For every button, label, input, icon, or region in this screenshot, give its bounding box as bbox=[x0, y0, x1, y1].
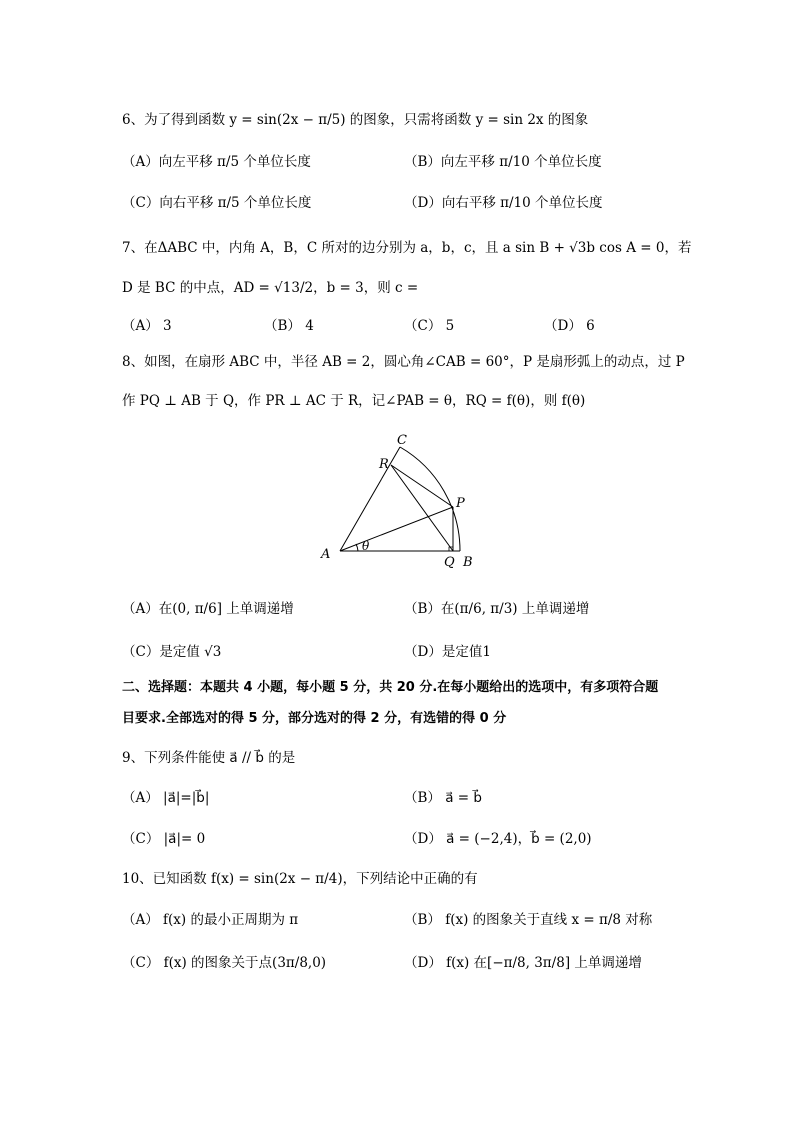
q8-option-c: （C）是定值 √3 bbox=[122, 644, 222, 660]
q10-option-a: （A） f(x) 的最小正周期为 π bbox=[122, 912, 299, 928]
segment-ap bbox=[340, 507, 453, 551]
q7-stem-line2: D 是 BC 的中点，AD = √13/2，b = 3，则 c = bbox=[122, 280, 419, 296]
label-q: Q bbox=[444, 555, 455, 570]
q6-stem: 6、为了得到函数 y = sin(2x − π/5) 的图象，只需将函数 y = sin 2x 的图象 bbox=[122, 112, 589, 128]
section2-heading-line2: 目要求.全部选对的得 5 分，部分选对的得 2 分，有选错的得 0 分 bbox=[122, 711, 507, 726]
segment-rq bbox=[391, 465, 453, 551]
q6-option-a: （A）向左平移 π/5 个单位长度 bbox=[122, 154, 311, 170]
q8-stem-line1: 8、如图，在扇形 ABC 中，半径 AB = 2，圆心角∠CAB = 60°，P 是扇形弧上的动点，过 P bbox=[122, 354, 685, 370]
q9-option-c: （C） |a⃗|= 0 bbox=[122, 831, 206, 847]
label-a: A bbox=[321, 547, 331, 562]
angle-theta-arc bbox=[356, 544, 358, 551]
q7-stem-line1: 7、在ΔABC 中，内角 A，B，C 所对的边分别为 a，b，c，且 a sin B + √3b cos A = 0，若 bbox=[122, 240, 692, 256]
label-b: B bbox=[463, 555, 473, 570]
q8-option-b: （B）在(π/6, π/3) 上单调递增 bbox=[404, 601, 590, 617]
q8-stem-line2: 作 PQ ⊥ AB 于 Q，作 PR ⊥ AC 于 R，记∠PAB = θ，RQ = f(θ)，则 f(θ) bbox=[122, 393, 586, 409]
q10-stem: 10、已知函数 f(x) = sin(2x − π/4)，下列结论中正确的有 bbox=[122, 871, 478, 887]
q6-option-b: （B）向左平移 π/10 个单位长度 bbox=[404, 154, 602, 170]
segment-pr bbox=[391, 465, 453, 507]
section2-heading-line1: 二、选择题：本题共 4 小题，每小题 5 分，共 20 分.在每小题给出的选项中，有多项符合题 bbox=[122, 680, 659, 695]
q9-option-d: （D） a⃗ = (−2,4)，b⃗ = (2,0) bbox=[404, 831, 592, 847]
label-p: P bbox=[456, 496, 465, 511]
sector-figure bbox=[318, 430, 488, 575]
q7-option-b: （B） 4 bbox=[264, 318, 314, 334]
q10-option-d: （D） f(x) 在[−π/8, 3π/8] 上单调递增 bbox=[404, 955, 642, 971]
q9-option-a: （A） |a⃗|=|b⃗| bbox=[122, 790, 210, 806]
label-c: C bbox=[397, 433, 407, 448]
label-theta: θ bbox=[362, 539, 370, 553]
q8-option-d: （D）是定值1 bbox=[404, 644, 491, 660]
segment-ac bbox=[340, 447, 400, 551]
arc-bc bbox=[400, 447, 460, 551]
q8-option-a: （A）在(0, π/6] 上单调递增 bbox=[122, 601, 294, 617]
label-r: R bbox=[379, 457, 389, 472]
q6-option-d: （D）向右平移 π/10 个单位长度 bbox=[404, 195, 603, 211]
q7-option-a: （A） 3 bbox=[122, 318, 172, 334]
q9-stem: 9、下列条件能使 a⃗ // b⃗ 的是 bbox=[122, 750, 296, 766]
q6-option-c: （C）向右平移 π/5 个单位长度 bbox=[122, 195, 312, 211]
q7-option-d: （D） 6 bbox=[544, 318, 595, 334]
q7-option-c: （C） 5 bbox=[404, 318, 455, 334]
q10-option-b: （B） f(x) 的图象关于直线 x = π/8 对称 bbox=[404, 912, 653, 928]
q10-option-c: （C） f(x) 的图象关于点(3π/8,0) bbox=[122, 955, 327, 971]
q9-option-b: （B） a⃗ = b⃗ bbox=[404, 790, 482, 806]
